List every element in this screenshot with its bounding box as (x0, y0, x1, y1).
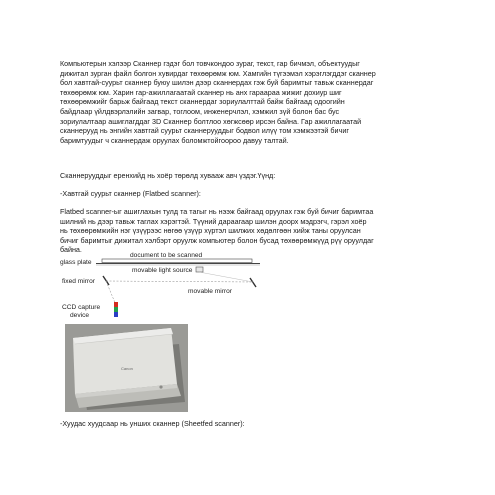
ccd-label-line1: CCD capture (62, 304, 101, 311)
document-label: document to be scanned (130, 252, 203, 259)
document-sheet (102, 259, 252, 263)
flatbed-heading: -Хавтгай суурьт сканнер (Flatbed scanner): (60, 189, 201, 198)
glass-plate-label: glass plate (60, 259, 92, 266)
ccd-green (114, 307, 118, 312)
ccd-red (114, 302, 118, 307)
scanner-brand-logo: Canon (121, 366, 133, 371)
flatbed-paragraph: Flatbed scanner-ыг ашиглахын тулд та тагыг нь нээж байгаад оруулах гэж буй бичиг баримтаа шилний нь дээр тавьж таглах хэрэгтэй. Түүний дараагаар шилэн доорх мэдрэгч, гэрэл хоёр нь төхөөрөмжийн нэг үзүүрээс нөгөө үзүүр хүртэл шилжих хөдөлгөөн хийж таны оруулсан бичиг баримтыг дижитал хэлбэрт оруулж компьютер болон бусад төхөөрөмжүүд рүү оруулдаг байна. (60, 207, 374, 255)
intro-paragraph: Компьютерын хэлээр Сканнер гэдэг бол товчкондоо зураг, текст, гар бичмэл, объектуудыг дижитал зурган файл болгон хувирдаг төхөөрөмж юм. Хамгийн түгээмэл хэрэглэгддэг сканнер бол хавтгай-суурьт сканнер буюу шилэн дээр сканнердах гэж буй баримтыг тавьж сканнердаг төхөөрөмж юм. Харин гар-ажиллагаатай сканнер нь анх гараараа жижиг дохиур шиг төхөөрөмжийг барьж байгаад текст сканнердаг зориулалттай байж байгаад одоогийн байдлаар үйлдвэрлэлийн загвар, тоглоом, инженерчлэл, хэмжил зүй болон бас бус зориулалтаар ашиглагддаг 3D Сканнер болтлоо хөгжсөөр ирсэн байна. Гар ажиллагаатай сканнерууд нь энгийн хавтгай суурьт сканнерууддыг бодвол илүү том хэмжээтэй бичиг баримтуудыг ч сканнердаж оруулах боломжтойгоороо давуу талтай. (60, 59, 376, 145)
fixed-mirror-label: fixed mirror (62, 278, 95, 285)
fixed-mirror (103, 276, 109, 285)
light-path (106, 281, 253, 282)
ccd-blue (114, 312, 118, 317)
ccd-label-line2: device (70, 312, 90, 319)
light-source (196, 267, 203, 272)
light-source-label: movable light source (132, 267, 193, 274)
movable-mirror (250, 278, 256, 287)
scanner-button-icon (159, 385, 162, 388)
flatbed-scanner-diagram (60, 252, 280, 327)
scanner-types-intro: Сканнерууддыг еренхийд нь хоёр төрөлд хувааж авч үздэг.Үүнд: (60, 171, 276, 180)
movable-mirror-label: movable mirror (188, 288, 232, 295)
sheetfed-heading: -Хуудас хуудсаар нь унших сканнер (Sheetfed scanner): (60, 419, 245, 428)
flatbed-scanner-photo (65, 324, 188, 412)
